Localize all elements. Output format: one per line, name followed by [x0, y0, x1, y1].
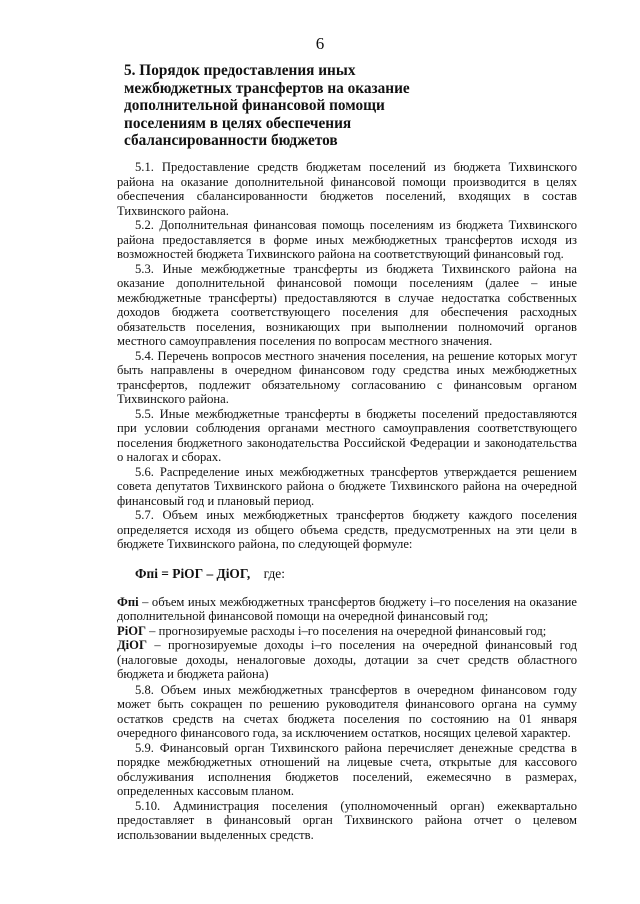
definition-text: – объем иных межбюджетных трансфертов бюджету i–го поселения на оказание дополнительной финансовой помощи на очередной финансовый год; — [117, 594, 577, 623]
section-heading: 5. Порядок предоставления иных межбюджетных трансфертов на оказание дополнительной финансовой помощи поселениям в целях обеспечения сбалансированности бюджетов — [124, 62, 410, 150]
paragraph-5-9: 5.9. Финансовый орган Тихвинского района перечисляет денежные средства в порядке межбюджетных отношений на лицевые счета, открытые для кассового обслуживания исполнения бюджетов поселений, ежемесячно в размерах, определенных кассовым планом. — [117, 740, 577, 798]
paragraph-5-4: 5.4. Перечень вопросов местного значения поселения, на решение которых могут быть направлены в очередном финансовом году средства иных межбюджетных трансфертов, подлежит обязательному согласованию с финансовым органом Тихвинского района. — [117, 348, 577, 406]
paragraph-5-8: 5.8. Объем иных межбюджетных трансфертов в очередном финансовом году может быть сокращен по решению руководителя финансового органа на сумму остатков средств на счетах бюджета поселения по состоянию на 01 января очередного финансового года, за исключением остатков, носящих целевой характер. — [117, 682, 577, 740]
paragraph-5-1: 5.1. Предоставление средств бюджетам поселений из бюджета Тихвинского района на оказание дополнительной финансовой помощи производится в целях обеспечения сбалансированности бюджетов поселений, входящих в состав Тихвинского района. — [117, 160, 577, 218]
formula — [135, 566, 577, 582]
page-number: 6 — [315, 34, 325, 53]
paragraph-5-10: 5.10. Администрация поселения (уполномоченный орган) ежеквартально предоставляет в финансовый орган Тихвинского района отчет о целевом использовании выделенных средств. — [117, 798, 577, 842]
formula-expression: Фпi = РiОГ – ДiОГ, — [135, 565, 251, 581]
definition-term: Фпi — [117, 594, 139, 609]
definition-text: – прогнозируемые доходы i–го поселения на очередной финансовый год (налоговые доходы, неналоговые доходы, дотации за счет средств областного бюджета и бюджета района) — [117, 638, 577, 681]
definition-riog — [117, 624, 577, 639]
definition-fpi — [117, 595, 577, 624]
definition-term: РiОГ — [117, 623, 147, 638]
paragraph-5-7: 5.7. Объем иных межбюджетных трансфертов бюджету каждого поселения определяется исходя из общего объема средств, предусмотренных на эти цели в бюджете Тихвинского района, по следующей формуле: — [117, 508, 577, 551]
paragraph-5-5: 5.5. Иные межбюджетные трансферты в бюджеты поселений предоставляются при условии соблюдения органами местного самоуправления соответствующего поселения бюджетного законодательства Российской Федерации и законодательства о налогах и сборах. — [117, 406, 577, 464]
paragraph-5-3: 5.3. Иные межбюджетные трансферты из бюджета Тихвинского района на оказание дополнительной финансовой помощи поселениям (далее – иные межбюджетные трансферты) предоставляются в случае недостатка собственных доходов бюджета соответствующего поселения для обеспечения расходных обязательств поселения, возникающих при выполнении полномочий органов местного самоуправления поселения по вопросам местного значения. — [117, 261, 577, 348]
paragraph-5-2: 5.2. Дополнительная финансовая помощь поселениям из бюджета Тихвинского района предоставляется в форме иных межбюджетных трансфертов исходя из возможностей бюджета Тихвинского района на соответствующий финансовый год. — [117, 218, 577, 261]
paragraph-5-6: 5.6. Распределение иных межбюджетных трансфертов утверждается решением совета депутатов Тихвинского района о бюджете Тихвинского района на очередной финансовый год и плановый период. — [117, 464, 577, 508]
definition-term: ДiОГ — [117, 638, 147, 652]
document-body — [117, 160, 577, 842]
formula-suffix: где: — [263, 565, 285, 581]
definition-text: – прогнозируемые расходы i–го поселения на очередной финансовый год; — [146, 623, 547, 638]
definition-diog — [117, 638, 577, 682]
